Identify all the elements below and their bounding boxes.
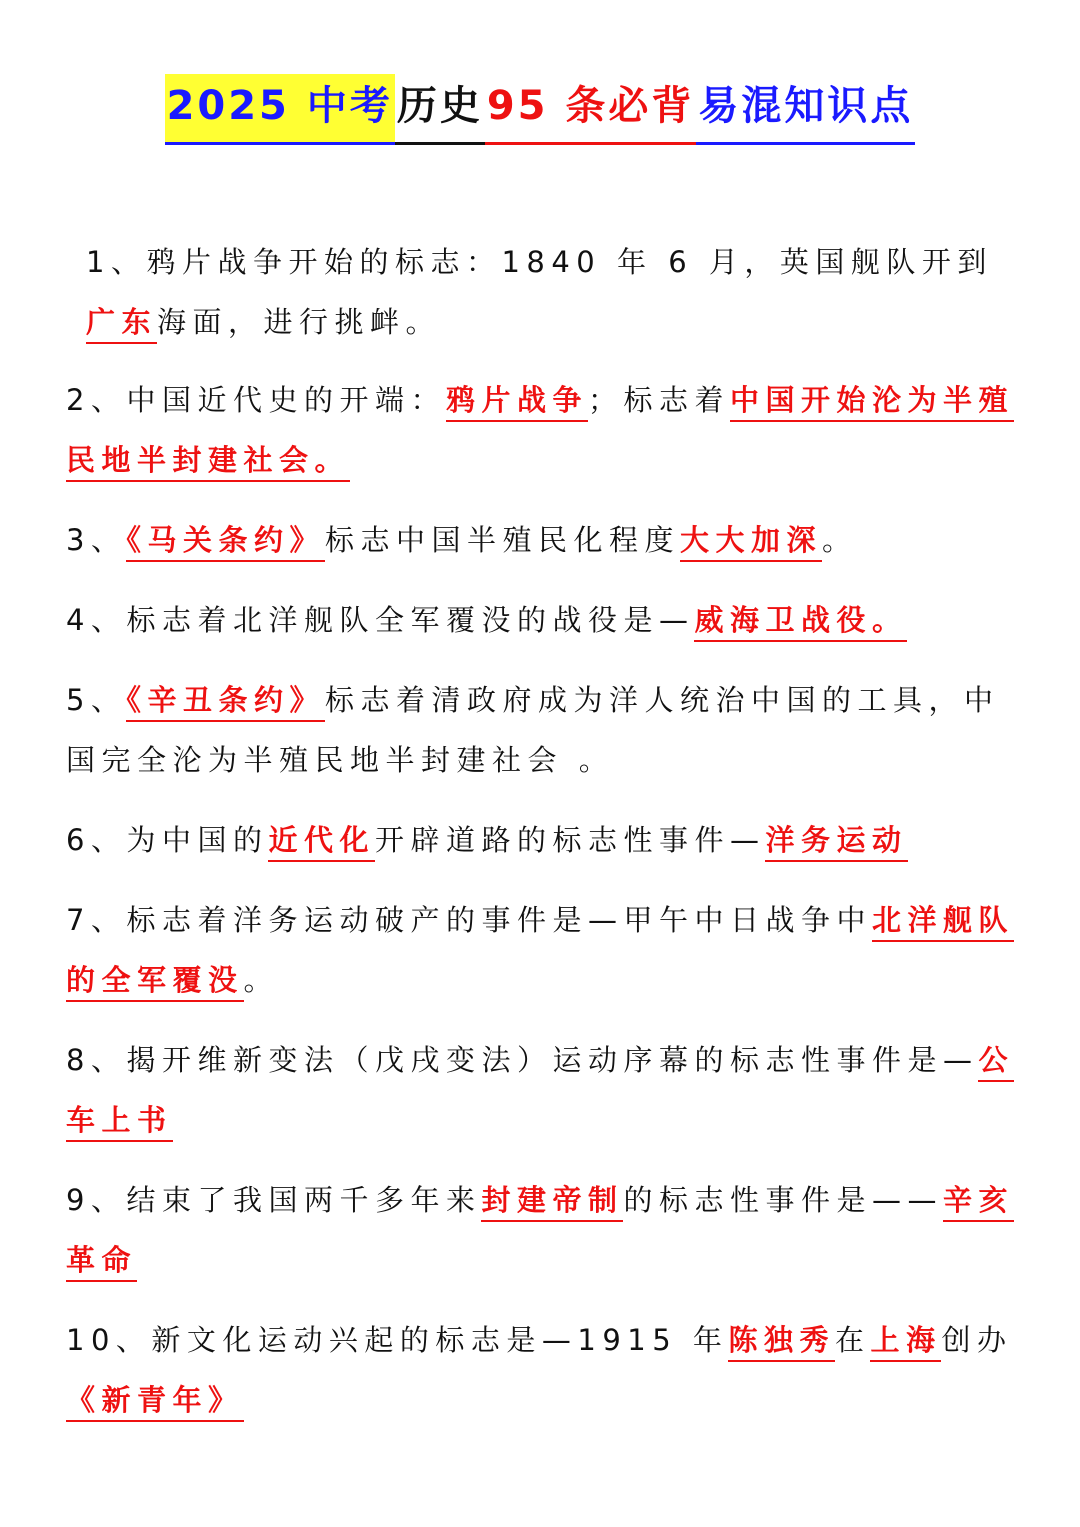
highlighted-keyword: 北洋舰队的全军覆没 (66, 903, 1014, 1002)
item-text: 。 (822, 523, 858, 557)
knowledge-list (66, 232, 1021, 1450)
item-text: 6、为中国的 (66, 823, 269, 857)
highlighted-keyword: 近代化 (268, 823, 375, 862)
highlighted-keyword: 鸦片战争 (446, 383, 588, 422)
title-year-exam: 2025 中考 (165, 74, 395, 145)
title-topic: 易混知识点 (696, 74, 915, 145)
list-item (66, 370, 1021, 490)
title-subject: 历史 (395, 74, 485, 145)
item-text: 1、鸦片战争开始的标志：1840 年 6 月，英国舰队开到 (86, 245, 993, 279)
list-item (66, 510, 1021, 570)
list-item (66, 1170, 1021, 1290)
highlighted-keyword: 中国开始沦为半殖民地半封建社会。 (66, 383, 1014, 482)
title-count: 95 条必背 (485, 74, 697, 145)
item-text: 。 (243, 963, 280, 997)
list-item (66, 232, 1021, 352)
highlighted-keyword: 广东 (86, 305, 157, 344)
highlighted-keyword: 《新青年》 (66, 1383, 244, 1422)
item-text: 开辟道路的标志性事件— (374, 823, 766, 857)
item-text: 8、揭开维新变法（戊戌变法）运动序幕的标志性事件是— (66, 1043, 979, 1077)
page-title (0, 74, 1080, 145)
item-text: 5、 (66, 683, 127, 717)
item-text: 10、新文化运动兴起的标志是—1915 年 (66, 1323, 729, 1357)
item-text: 3、 (66, 523, 127, 557)
highlighted-keyword: 辛亥革命 (66, 1183, 1014, 1282)
item-text: 4、标志着北洋舰队全军覆没的战役是— (66, 603, 695, 637)
item-text: 的标志性事件是—— (623, 1183, 943, 1217)
highlighted-keyword: 大大加深 (680, 523, 822, 562)
item-text: 7、标志着洋务运动破产的事件是—甲午中日战争中 (66, 903, 872, 937)
list-item (66, 670, 1021, 790)
item-text: 标志着清政府成为洋人统治中国的工具，中国完全沦为半殖民地半封建社会 。 (66, 683, 1000, 777)
list-item (66, 1310, 1021, 1430)
item-text: ；标志着 (587, 383, 730, 417)
list-item (66, 890, 1021, 1010)
highlighted-keyword: 洋务运动 (765, 823, 907, 862)
item-text: 9、结束了我国两千多年来 (66, 1183, 482, 1217)
list-item (66, 810, 1021, 870)
highlighted-keyword: 陈独秀 (728, 1323, 835, 1362)
highlighted-keyword: 《马关条约》 (126, 523, 325, 562)
item-text: 在 (834, 1323, 871, 1357)
list-item (66, 1030, 1021, 1150)
highlighted-keyword: 封建帝制 (481, 1183, 623, 1222)
highlighted-keyword: 上海 (870, 1323, 941, 1362)
highlighted-keyword: 《辛丑条约》 (126, 683, 325, 722)
item-text: 创办 (941, 1323, 1013, 1357)
highlighted-keyword: 威海卫战役。 (694, 603, 907, 642)
item-text: 标志中国半殖民化程度 (324, 523, 680, 557)
item-text: 2、中国近代史的开端： (66, 383, 446, 417)
list-item (66, 590, 1021, 650)
highlighted-keyword: 公车上书 (66, 1043, 1014, 1142)
item-text: 海面，进行挑衅。 (157, 305, 442, 339)
